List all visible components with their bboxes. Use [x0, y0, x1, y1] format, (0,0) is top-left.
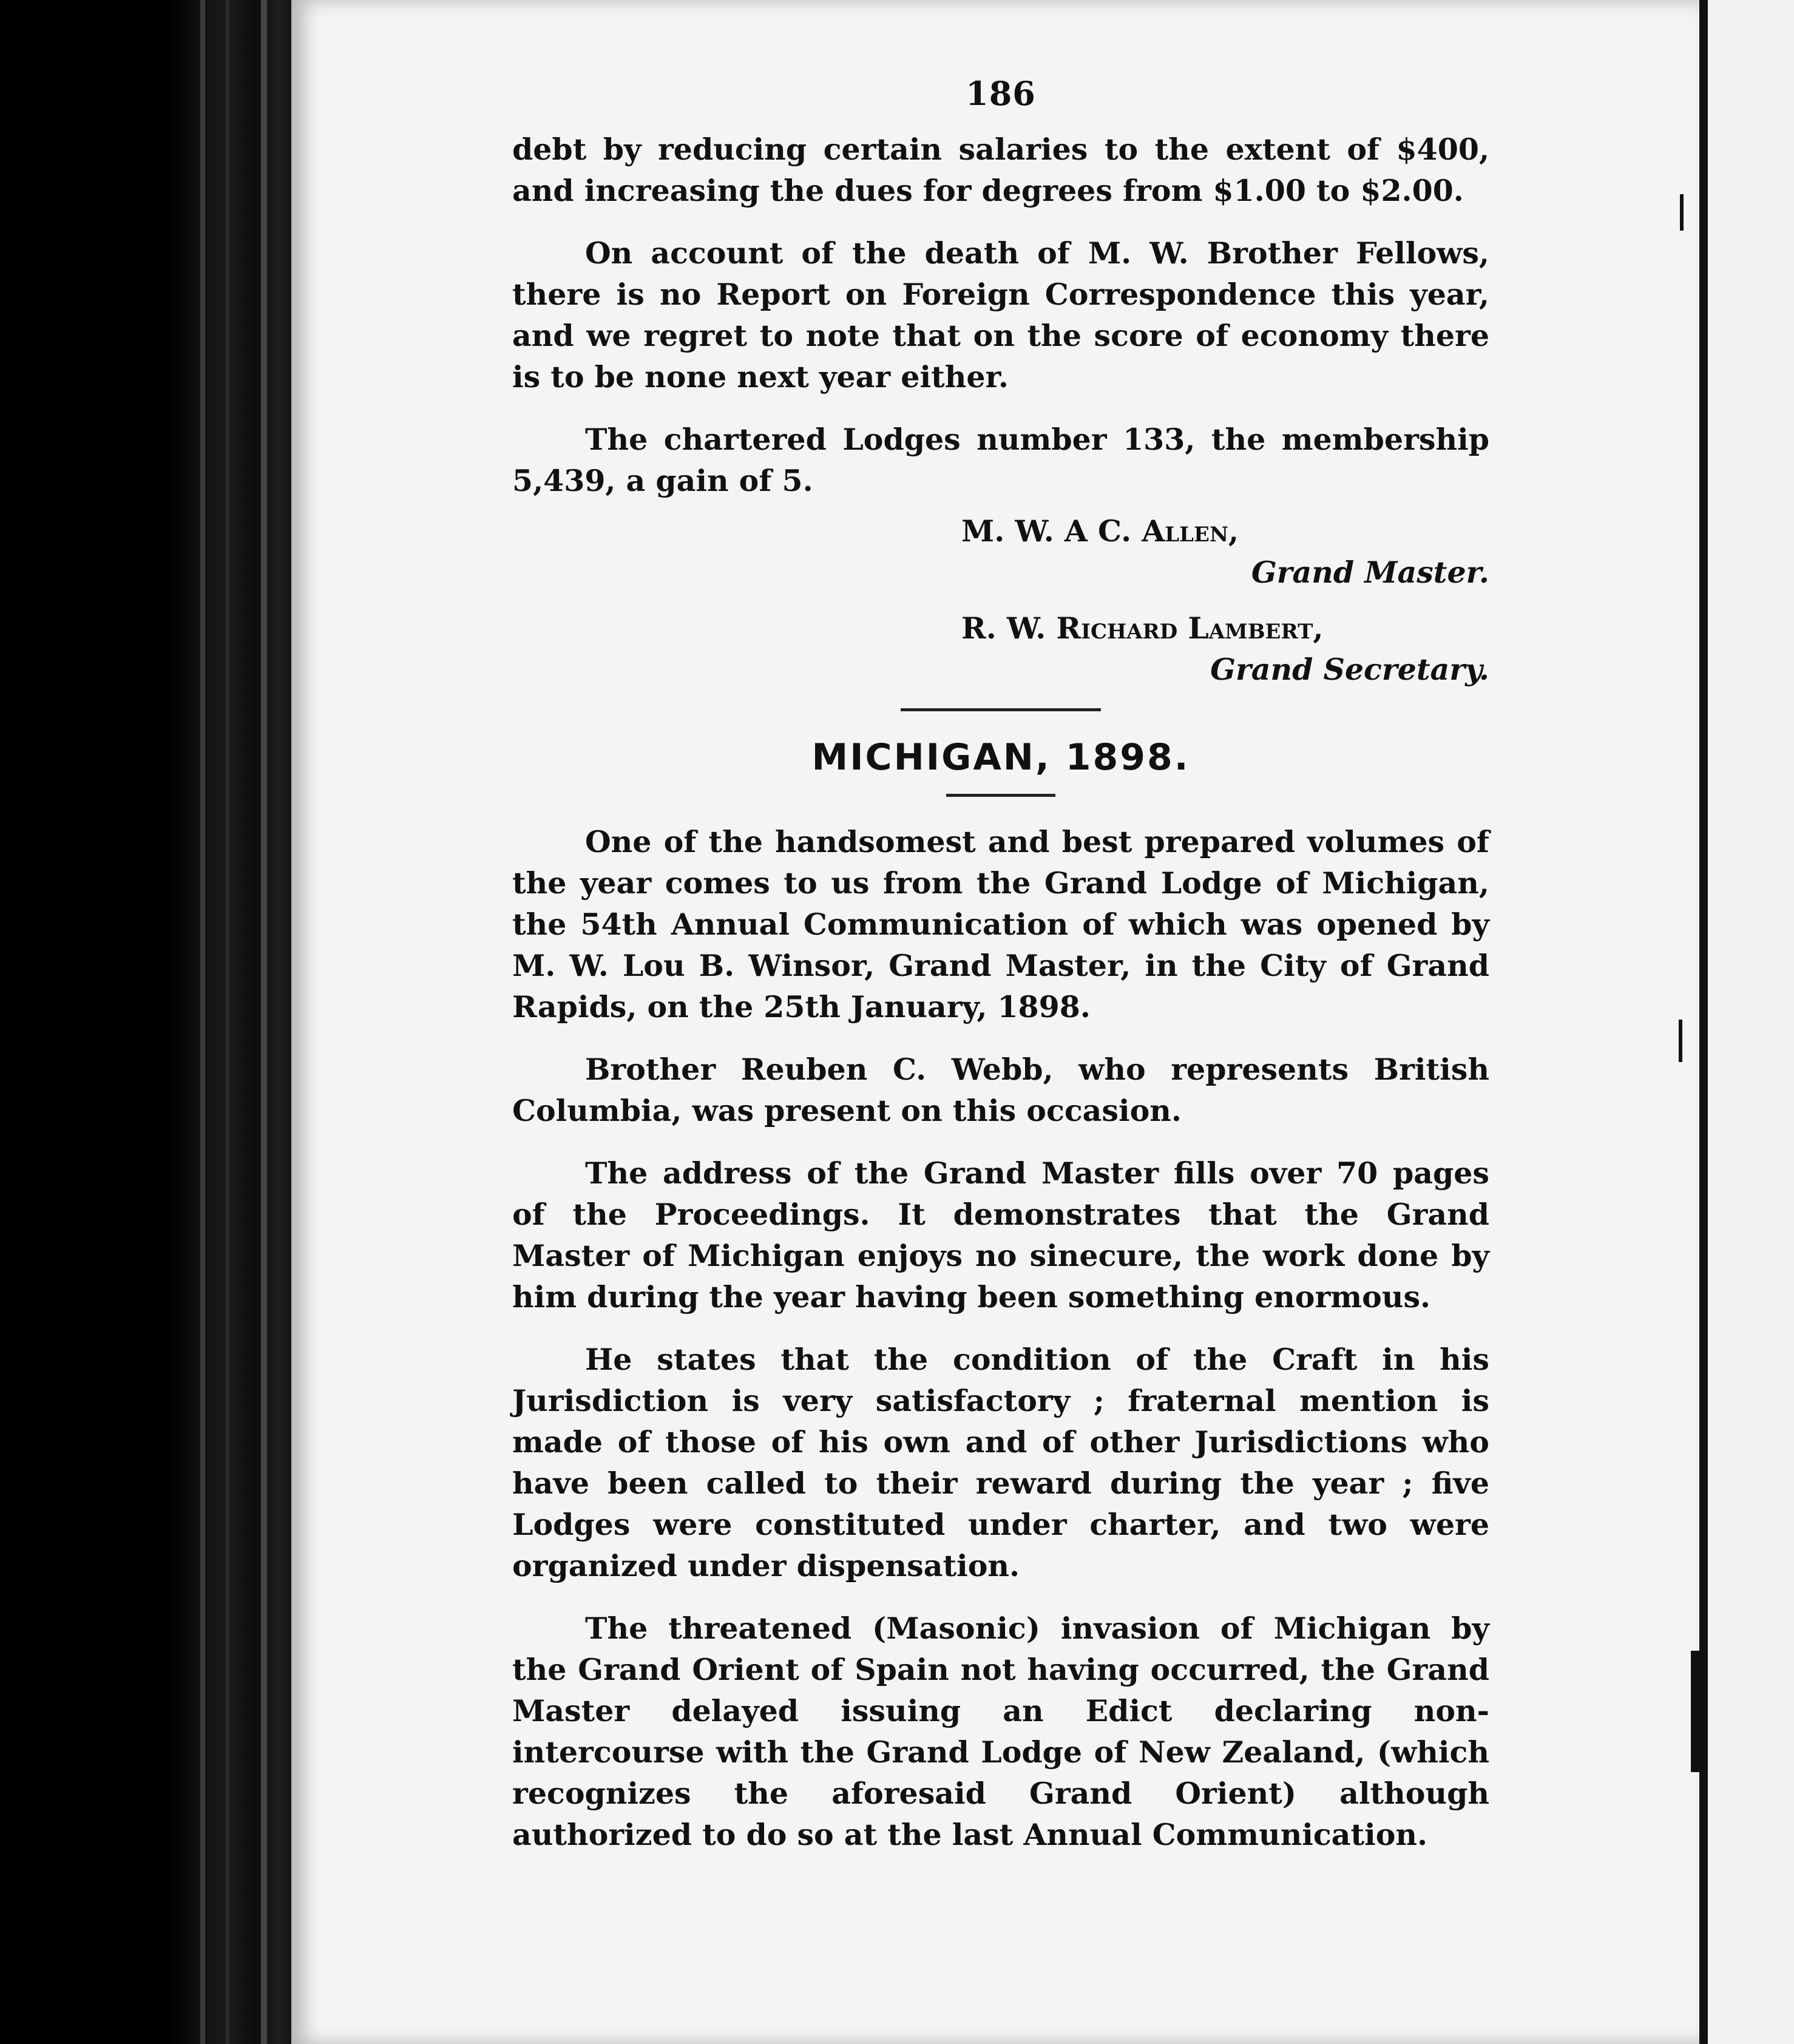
paragraph: On account of the death of M. W. Brother Fellows, there is no Report on Foreign Correspondence this year, and we regret to note that on the score of economy there is to be none next year either.	[512, 235, 1489, 394]
paragraph: One of the handsomest and best prepared volumes of the year comes to us from the Grand Lodge of Michigan, the 54th Annual Communication of which was opened by M. W. Lou B. Winsor, Grand Master, in the City of Grand Rapids, on the 25th January, 1898.	[512, 824, 1489, 1024]
scan-background-right	[1699, 0, 1794, 2044]
paragraph: The address of the Grand Master fills over 70 pages of the Proceedings. It demonstrates that the Grand Master of Michigan enjoys no sinecure, the work done by him during the year having been something enormous.	[512, 1156, 1489, 1315]
binding-stripe	[200, 0, 205, 2044]
signatory-name: R. W. Richard Lambert,	[961, 611, 1324, 646]
scan-speck	[1680, 194, 1684, 231]
paragraph: The threatened (Masonic) invasion of Michigan by the Grand Orient of Spain not having occurred, the Grand Master delayed issuing an Edict declaring non-intercourse with the Grand Lodge of New Zealand, (which recognizes the aforesaid Grand Orient) although authorized to do so at the last Annual Communication.	[512, 1611, 1489, 1852]
signature-block	[512, 510, 1489, 690]
binding-stripe	[261, 0, 267, 2044]
page-number: 186	[966, 74, 1036, 113]
signatory-name: M. W. A C. Allen,	[961, 513, 1239, 549]
page-content	[512, 73, 1489, 1876]
binding-stripe	[226, 0, 229, 2044]
signatory-title: Grand Master.	[1251, 555, 1489, 590]
scan-background-left	[0, 0, 303, 2044]
scan-speck	[1679, 1020, 1682, 1062]
paragraph: debt by reducing certain salaries to the extent of $400, and increasing the dues for degrees from $1.00 to $2.00.	[512, 132, 1489, 208]
paragraph: He states that the condition of the Craft in his Jurisdiction is very satisfactory ; fraternal mention is made of those of his own and of other Jurisdictions who have been called to their reward during the year ; five Lodges were constituted under charter, and two were organized under dispensation.	[512, 1342, 1489, 1583]
paragraph: Brother Reuben C. Webb, who represents British Columbia, was present on this occasion.	[512, 1052, 1489, 1128]
paragraph: The chartered Lodges number 133, the membership 5,439, a gain of 5.	[512, 422, 1489, 498]
section-divider	[901, 708, 1101, 711]
scan-speck	[1691, 1651, 1705, 1772]
title-underline	[946, 794, 1055, 797]
signatory-title: Grand Secretary.	[1210, 652, 1489, 687]
section-title: MICHIGAN, 1898.	[811, 736, 1190, 779]
